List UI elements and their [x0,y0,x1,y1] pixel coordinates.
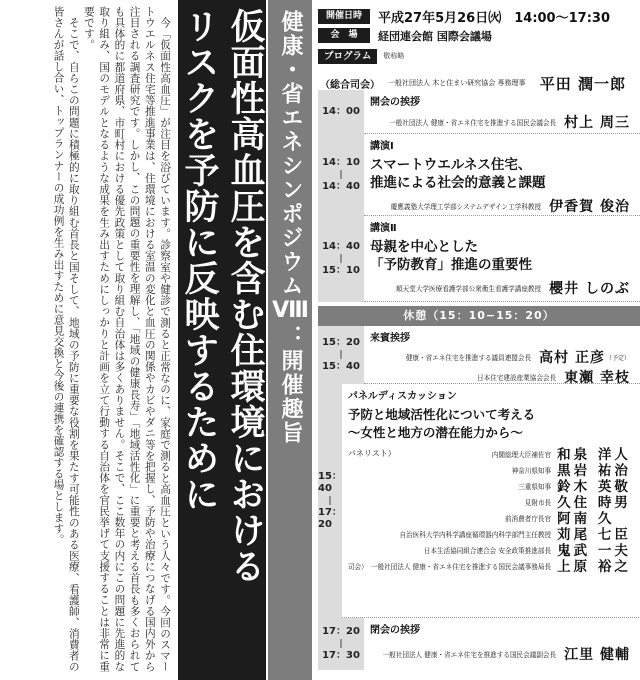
venue-row [318,27,640,44]
panel-title-line-1: 予防と地域活性化について考える [347,407,536,422]
slot-panel [318,384,640,618]
lecture-1-name: 伊香賀 俊治 [549,199,630,215]
lecture-2-speaker [370,278,640,298]
lecture-2-title-line-1: 母親を中心とした [370,239,478,255]
panel-start: 15：40 [318,471,342,494]
lecture-2-content [364,216,640,302]
date-row [318,8,640,25]
time-separator: | [339,639,343,649]
panelist-org: 前消費者庁長官 [504,515,552,523]
time-panel [318,384,342,618]
panelist-name: 阿南 久 [557,511,615,527]
guest-org: 日本住宅建設産業協会会長 [477,374,557,382]
lecture-1-title-line-1: スマートウエルネス住宅、 [370,157,532,173]
time-opening-start: 14：00 [322,106,360,117]
lecture-1-tag: 講演Ⅰ [370,141,394,152]
opening-speaker [370,112,640,132]
panelist-org: 日本生活協同組合連合会 安全政策推進部長 [423,547,552,555]
panel-title [348,406,640,442]
panel-tag: パネルディスカッション [347,391,457,402]
lecture-2-title [370,238,640,274]
panelist-org: 内閣総理大臣補佐官 [491,451,552,459]
venue-value: 経団連会館 国際会議場 [378,29,492,43]
lecture-1-title-line-2: 推進による社会的意義と課題 [370,175,546,191]
program-section [318,0,640,680]
panelist-name: 久住 時男 [557,495,631,511]
opening-name: 村上 周三 [564,115,630,131]
lecture-2-org: 順天堂大学医療看護学部公衆衛生看護学講座教授 [396,285,542,293]
lecture-1-title [370,156,640,192]
opening-content [364,90,640,134]
closing-org: 一般社団法人 健康・省エネ住宅を推進する国民会議副会長 [382,651,557,659]
time-separator: | [339,350,343,360]
slot-guest [318,326,640,384]
lecture-2-start: 14：40 [322,241,360,252]
program-note: 敬称略 [383,52,405,60]
break-bar: 休憩（15：10−15：20） [318,306,640,326]
panelist-label: パネリスト） [347,449,396,458]
panelist-org: 神奈川県知事 [511,467,552,475]
title-line-1: 仮面性高血圧を含む住環境における [225,8,265,584]
time-lecture-2 [318,216,364,302]
time-guest [318,326,364,384]
overview-paragraph-2: そこで、自らこの問題に積極的に取り組む首長と国そして、地域の予防に重要な役割を果たす可能性のある医療、看護師、消費者の皆さんが話し合い、トップランナーの成功例を生み出すために意見交換と今後の連携を確認する場とします。 [52,6,80,672]
lecture-1-start: 14：10 [322,157,360,168]
date-value: 平成27年5月26日㈫ 14:00～17:30 [378,11,610,26]
panelist-name: 苅尾 七臣 [557,527,631,543]
lecture-2-name: 櫻井 しのぶ [549,281,630,297]
panelist-name: 鬼武 一夫 [557,543,631,559]
guest-start: 15：20 [322,337,360,348]
lecture-1-org: 慶應義塾大学理工学部システムデザイン工学科教授 [390,203,542,211]
time-separator: | [339,170,343,180]
lecture-2-end: 15：10 [322,265,360,276]
panelist-name: 鈴木 英敬 [557,479,631,495]
mc-role: （総合司会） [320,79,380,91]
schedule [318,90,640,670]
opening-org: 一般社団法人 健康・省エネ住宅を推進する国民会議会長 [389,119,557,127]
title-line-2: リスクを予防に反映するために [179,8,219,512]
lecture-2-title-line-2: 「予防教育」推進の重要性 [370,257,532,273]
time-separator: | [328,496,332,506]
time-opening [318,90,364,134]
series-banner [268,0,312,680]
program-label: プログラム [318,49,377,64]
time-closing [318,618,364,670]
panelist-name: 黒岩 祐治 [557,463,631,479]
venue-label: 会 場 [318,28,370,43]
panelist-org: 見附市長 [524,499,552,507]
panelist-name: 和泉 洋人 [557,447,631,463]
panel-end: 17：20 [318,507,342,530]
mc-name: 平田 潤一郎 [539,74,626,93]
slot-lecture-2 [318,216,640,302]
slot-lecture-1 [318,134,640,216]
closing-start: 17：20 [322,626,360,637]
guest-content [364,326,640,384]
time-lecture-1 [318,134,364,216]
program-header [318,48,640,64]
guest-end: 15：40 [322,361,360,372]
panelist-list [348,447,640,575]
panel-title-line-2: ～女性と地方の潜在能力から～ [347,425,523,440]
lecture-2-tag: 講演Ⅱ [370,223,397,234]
closing-tag: 閉会の挨拶 [370,625,420,636]
moderator-name: 上原 裕之 [557,559,631,575]
guest-name-note: （予定） [605,354,630,362]
closing-end: 17：30 [322,650,360,661]
overview-section [0,0,312,680]
guest-name: 高村 正彦 [539,350,605,366]
guest-name: 東瀬 幸枝 [564,370,630,386]
panelist-org: 自治医科大学内科学講座循環器内科学部門主任教授 [399,531,552,539]
lecture-1-content [364,134,640,216]
title-banner [178,0,266,680]
slot-opening [318,90,640,134]
overview-paragraph-1: 今「仮面性高血圧」が注目を浴びています。診察室や健診で測ると正常なのに、家庭で測ると高血圧という人々です。今回のスマートウエルネス住宅等推進事業は、住環境における室温の変化と血圧の関係やカビやダニ等を把握し、予防や治療につなげる国内外から注目される調査研究です。しかし、この問題の重要性を理解し、「地域の健康長寿」「地域活性化」に重要と考える首長も多くおられても具体的に都道府県、市町村における優先政策として取り組む自治体は多くありません。そこで、ここ数年の内にこの問題に先進的な取り組み、国のモデルとなるような成果を生み出すためにしっかりと計画を立て行動する自治体を官民挙げて支援することは非常に重要です。 [82,6,171,672]
date-label: 開催日時 [318,9,370,24]
closing-name: 江里 健輔 [564,647,630,663]
slot-closing [318,618,640,670]
series-title: 健康・省エネシンポジウムⅧ：開催趣旨 [278,10,303,445]
closing-speaker [370,644,640,664]
guest-speaker [370,347,640,367]
panelist-org: 三重県知事 [518,483,552,491]
overview-body [4,6,172,672]
guest-tag: 来賓挨拶 [370,333,410,344]
moderator-org: 司会） 一般社団法人 健康・省エネ住宅を推進する国民会議事務局長 [347,563,552,571]
time-separator: | [339,254,343,264]
guest-org: 健康・省エネ住宅を推進する議員連盟会長 [405,354,532,362]
lecture-1-end: 14：40 [322,181,360,192]
mc-org: 一般社団法人 木と住まい研究協会 専務理事 [388,79,526,87]
lecture-1-speaker [370,196,640,216]
opening-tag: 開会の挨拶 [370,97,420,108]
panel-content [342,384,640,618]
closing-content [364,618,640,670]
